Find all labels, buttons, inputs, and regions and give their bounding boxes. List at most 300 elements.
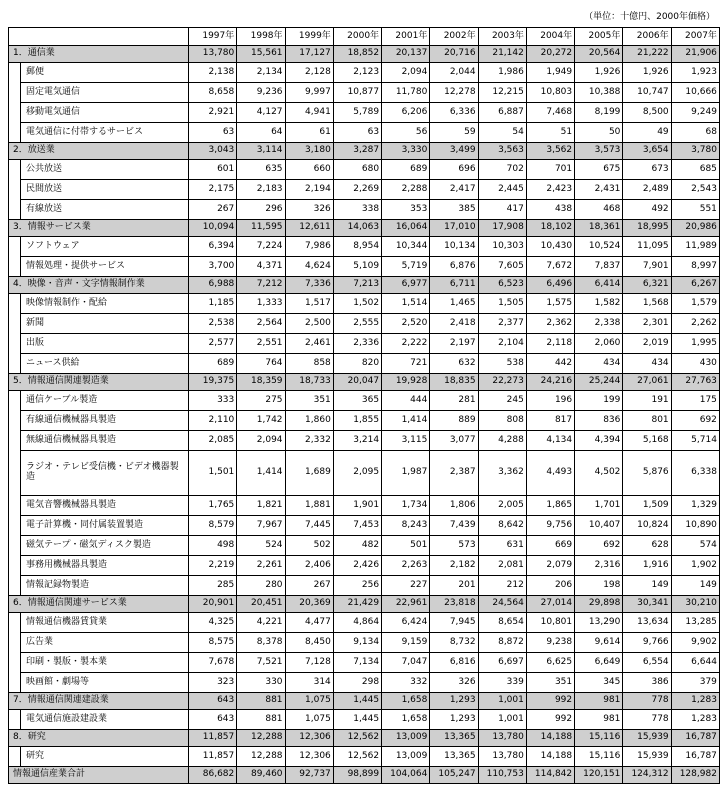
subcategory-value-cell: 7,224 (237, 237, 285, 257)
category-label: 4．映像・音声・文字情報制作業 (9, 277, 189, 294)
subcategory-value-cell: 7,901 (623, 257, 671, 277)
category-value-cell: 3,562 (526, 143, 574, 160)
subcategory-value-cell: 4,394 (575, 431, 623, 451)
category-value-cell: 12,288 (237, 730, 285, 747)
subcategory-value-cell: 701 (526, 160, 574, 180)
subcategory-value-cell: 1,901 (333, 496, 381, 516)
category-value-cell: 12,306 (285, 730, 333, 747)
subcategory-value-cell: 11,989 (671, 237, 719, 257)
subcategory-label: 有線通信機械器具製造 (21, 411, 189, 431)
category-value-cell: 15,939 (623, 730, 671, 747)
category-value-cell: 22,273 (478, 374, 526, 391)
category-label: 5．情報通信関連製造業 (9, 374, 189, 391)
subcategory-value-cell: 1,865 (526, 496, 574, 516)
indent-spacer-cell (9, 103, 21, 123)
subcategory-value-cell: 1,860 (285, 411, 333, 431)
category-value-cell: 21,429 (333, 596, 381, 613)
subcategory-value-cell: 351 (285, 391, 333, 411)
subcategory-value-cell: 573 (430, 536, 478, 556)
subcategory-value-cell: 1,329 (671, 496, 719, 516)
subcategory-value-cell: 702 (478, 160, 526, 180)
subcategory-value-cell: 2,445 (478, 180, 526, 200)
category-value-cell: 21,222 (623, 46, 671, 63)
subcategory-value-cell: 4,477 (285, 613, 333, 633)
category-row (9, 730, 720, 747)
header-corner-cell (9, 28, 189, 46)
subcategory-label: 有線放送 (21, 200, 189, 220)
subcategory-value-cell: 1,502 (333, 294, 381, 314)
unit-note: （単位：十億円、2000年価格） (584, 12, 715, 22)
subcategory-value-cell: 326 (285, 200, 333, 220)
subcategory-value-cell: 1,505 (478, 294, 526, 314)
subcategory-value-cell: 51 (526, 123, 574, 143)
subcategory-value-cell: 669 (526, 536, 574, 556)
category-value-cell: 7,212 (237, 277, 285, 294)
subcategory-value-cell: 4,941 (285, 103, 333, 123)
subcategory-value-cell: 212 (478, 576, 526, 596)
subcategory-value-cell: 1,926 (623, 63, 671, 83)
subcategory-value-cell: 7,128 (285, 653, 333, 673)
year-header-cell: 2000年 (333, 28, 381, 46)
category-value-cell: 7,336 (285, 277, 333, 294)
year-header-cell: 2005年 (575, 28, 623, 46)
category-value-cell: 11,857 (189, 730, 237, 747)
subcategory-label: 広告業 (21, 633, 189, 653)
subcategory-value-cell: 12,306 (285, 747, 333, 767)
category-value-cell: 3,330 (382, 143, 430, 160)
subcategory-row (9, 431, 720, 451)
indent-spacer-cell (9, 633, 21, 653)
subcategory-value-cell: 9,238 (526, 633, 574, 653)
subcategory-value-cell: 59 (430, 123, 478, 143)
category-value-cell: 14,188 (526, 730, 574, 747)
subcategory-row (9, 576, 720, 596)
data-table-container (8, 27, 719, 784)
subcategory-value-cell: 7,468 (526, 103, 574, 123)
indent-spacer-cell (9, 747, 21, 767)
subcategory-value-cell: 628 (623, 536, 671, 556)
category-value-cell: 27,014 (526, 596, 574, 613)
subcategory-value-cell: 6,424 (382, 613, 430, 633)
indent-spacer-cell (9, 710, 21, 730)
subcategory-value-cell: 2,262 (671, 314, 719, 334)
subcategory-value-cell: 2,110 (189, 411, 237, 431)
subcategory-value-cell: 3,077 (430, 431, 478, 451)
category-value-cell: 20,369 (285, 596, 333, 613)
indent-spacer-cell (9, 536, 21, 556)
subcategory-value-cell: 1,501 (189, 451, 237, 496)
category-value-cell: 27,763 (671, 374, 719, 391)
subcategory-value-cell: 2,520 (382, 314, 430, 334)
subcategory-value-cell: 281 (430, 391, 478, 411)
category-value-cell: 15,116 (575, 730, 623, 747)
subcategory-value-cell: 692 (671, 411, 719, 431)
subcategory-value-cell: 2,418 (430, 314, 478, 334)
subcategory-value-cell: 10,134 (430, 237, 478, 257)
subcategory-value-cell: 2,094 (237, 431, 285, 451)
indent-spacer-cell (9, 613, 21, 633)
subcategory-value-cell: 2,138 (189, 63, 237, 83)
subcategory-value-cell: 2,431 (575, 180, 623, 200)
subcategory-value-cell: 4,493 (526, 451, 574, 496)
subcategory-value-cell: 175 (671, 391, 719, 411)
subcategory-value-cell: 2,118 (526, 334, 574, 354)
subcategory-row (9, 411, 720, 431)
category-value-cell: 20,901 (189, 596, 237, 613)
subcategory-value-cell: 502 (285, 536, 333, 556)
subcategory-label: 映画館・劇場等 (21, 673, 189, 693)
subcategory-value-cell: 2,423 (526, 180, 574, 200)
subcategory-value-cell: 2,406 (285, 556, 333, 576)
subcategory-value-cell: 7,986 (285, 237, 333, 257)
subcategory-value-cell: 6,625 (526, 653, 574, 673)
subcategory-label: 電子計算機・同付属装置製造 (21, 516, 189, 536)
subcategory-value-cell: 2,194 (285, 180, 333, 200)
category-value-cell: 3,114 (237, 143, 285, 160)
subcategory-value-cell: 12,288 (237, 747, 285, 767)
subcategory-value-cell: 675 (575, 160, 623, 180)
total-row (9, 767, 720, 784)
indent-spacer-cell (9, 431, 21, 451)
subcategory-value-cell: 4,325 (189, 613, 237, 633)
subcategory-value-cell: 9,249 (671, 103, 719, 123)
subcategory-value-cell: 6,554 (623, 653, 671, 673)
subcategory-value-cell: 10,803 (526, 83, 574, 103)
subcategory-label: ニュース供給 (21, 354, 189, 374)
category-value-cell: 18,102 (526, 220, 574, 237)
subcategory-value-cell: 323 (189, 673, 237, 693)
subcategory-value-cell: 2,263 (382, 556, 430, 576)
subcategory-value-cell: 56 (382, 123, 430, 143)
subcategory-value-cell: 858 (285, 354, 333, 374)
subcategory-value-cell: 2,377 (478, 314, 526, 334)
subcategory-value-cell: 1,568 (623, 294, 671, 314)
year-header-cell: 2001年 (382, 28, 430, 46)
category-value-cell: 1,075 (285, 693, 333, 710)
category-value-cell: 3,287 (333, 143, 381, 160)
year-header-cell: 1998年 (237, 28, 285, 46)
subcategory-row (9, 63, 720, 83)
subcategory-value-cell: 631 (478, 536, 526, 556)
category-value-cell: 3,180 (285, 143, 333, 160)
subcategory-value-cell: 8,954 (333, 237, 381, 257)
category-value-cell: 20,137 (382, 46, 430, 63)
subcategory-value-cell: 7,134 (333, 653, 381, 673)
subcategory-value-cell: 4,134 (526, 431, 574, 451)
subcategory-value-cell: 889 (430, 411, 478, 431)
subcategory-value-cell: 10,877 (333, 83, 381, 103)
subcategory-value-cell: 2,332 (285, 431, 333, 451)
subcategory-value-cell: 1,881 (285, 496, 333, 516)
subcategory-value-cell: 2,261 (237, 556, 285, 576)
subcategory-value-cell: 501 (382, 536, 430, 556)
subcategory-value-cell: 15,116 (575, 747, 623, 767)
subcategory-value-cell: 434 (623, 354, 671, 374)
subcategory-row (9, 747, 720, 767)
subcategory-row (9, 391, 720, 411)
subcategory-value-cell: 201 (430, 576, 478, 596)
subcategory-value-cell: 332 (382, 673, 430, 693)
category-value-cell: 13,365 (430, 730, 478, 747)
subcategory-value-cell: 6,338 (671, 451, 719, 496)
category-value-cell: 17,908 (478, 220, 526, 237)
subcategory-value-cell: 2,094 (382, 63, 430, 83)
subcategory-value-cell: 2,577 (189, 334, 237, 354)
subcategory-value-cell: 2,301 (623, 314, 671, 334)
subcategory-value-cell: 3,115 (382, 431, 430, 451)
subcategory-value-cell: 385 (430, 200, 478, 220)
subcategory-value-cell: 721 (382, 354, 430, 374)
subcategory-value-cell: 7,678 (189, 653, 237, 673)
subcategory-value-cell: 3,214 (333, 431, 381, 451)
subcategory-value-cell: 11,780 (382, 83, 430, 103)
subcategory-value-cell: 8,732 (430, 633, 478, 653)
subcategory-value-cell: 1,987 (382, 451, 430, 496)
category-value-cell: 992 (526, 693, 574, 710)
subcategory-value-cell: 10,801 (526, 613, 574, 633)
subcategory-value-cell: 1,734 (382, 496, 430, 516)
subcategory-value-cell: 5,719 (382, 257, 430, 277)
subcategory-value-cell: 7,453 (333, 516, 381, 536)
category-value-cell: 1,445 (333, 693, 381, 710)
indent-spacer-cell (9, 451, 21, 496)
category-value-cell: 29,898 (575, 596, 623, 613)
subcategory-value-cell: 4,221 (237, 613, 285, 633)
subcategory-value-cell: 8,500 (623, 103, 671, 123)
subcategory-value-cell: 2,362 (526, 314, 574, 334)
category-value-cell: 20,986 (671, 220, 719, 237)
subcategory-value-cell: 10,890 (671, 516, 719, 536)
subcategory-value-cell: 4,864 (333, 613, 381, 633)
year-header-cell: 2002年 (430, 28, 478, 46)
subcategory-value-cell: 2,095 (333, 451, 381, 496)
indent-spacer-cell (9, 83, 21, 103)
subcategory-value-cell: 63 (333, 123, 381, 143)
subcategory-label: 電気通信に付帯するサービス (21, 123, 189, 143)
subcategory-value-cell: 13,290 (575, 613, 623, 633)
category-row (9, 277, 720, 294)
subcategory-label: 電気音響機械器具製造 (21, 496, 189, 516)
indent-spacer-cell (9, 294, 21, 314)
subcategory-value-cell: 2,288 (382, 180, 430, 200)
indent-spacer-cell (9, 237, 21, 257)
category-value-cell: 30,341 (623, 596, 671, 613)
subcategory-value-cell: 379 (671, 673, 719, 693)
indent-spacer-cell (9, 314, 21, 334)
total-value-cell: 104,064 (382, 767, 430, 784)
subcategory-value-cell: 673 (623, 160, 671, 180)
indent-spacer-cell (9, 63, 21, 83)
subcategory-value-cell: 4,127 (237, 103, 285, 123)
subcategory-row (9, 237, 720, 257)
subcategory-value-cell: 351 (526, 673, 574, 693)
subcategory-value-cell: 5,876 (623, 451, 671, 496)
subcategory-value-cell: 801 (623, 411, 671, 431)
subcategory-row (9, 83, 720, 103)
subcategory-value-cell: 2,044 (430, 63, 478, 83)
category-label: 2．放送業 (9, 143, 189, 160)
subcategory-value-cell: 635 (237, 160, 285, 180)
subcategory-value-cell: 10,747 (623, 83, 671, 103)
subcategory-label: 研究 (21, 747, 189, 767)
category-value-cell: 881 (237, 693, 285, 710)
indent-spacer-cell (9, 516, 21, 536)
subcategory-value-cell: 8,575 (189, 633, 237, 653)
subcategory-value-cell: 1,923 (671, 63, 719, 83)
subcategory-value-cell: 1,333 (237, 294, 285, 314)
subcategory-row (9, 160, 720, 180)
subcategory-value-cell: 1,806 (430, 496, 478, 516)
subcategory-value-cell: 538 (478, 354, 526, 374)
subcategory-value-cell: 206 (526, 576, 574, 596)
category-value-cell: 12,611 (285, 220, 333, 237)
total-value-cell: 92,737 (285, 767, 333, 784)
subcategory-value-cell: 8,199 (575, 103, 623, 123)
category-value-cell: 24,216 (526, 374, 574, 391)
subcategory-value-cell: 10,303 (478, 237, 526, 257)
subcategory-value-cell: 632 (430, 354, 478, 374)
total-value-cell: 120,151 (575, 767, 623, 784)
subcategory-value-cell: 6,336 (430, 103, 478, 123)
total-label: 情報通信産業合計 (9, 767, 189, 784)
subcategory-value-cell: 1,509 (623, 496, 671, 516)
subcategory-value-cell: 1,465 (430, 294, 478, 314)
subcategory-value-cell: 2,555 (333, 314, 381, 334)
subcategory-row (9, 123, 720, 143)
category-value-cell: 18,995 (623, 220, 671, 237)
subcategory-value-cell: 680 (333, 160, 381, 180)
indent-spacer-cell (9, 180, 21, 200)
category-value-cell: 6,988 (189, 277, 237, 294)
category-value-cell: 23,818 (430, 596, 478, 613)
subcategory-value-cell: 1,075 (285, 710, 333, 730)
subcategory-value-cell: 524 (237, 536, 285, 556)
indent-spacer-cell (9, 354, 21, 374)
subcategory-value-cell: 2,197 (430, 334, 478, 354)
subcategory-value-cell: 808 (478, 411, 526, 431)
subcategory-value-cell: 1,742 (237, 411, 285, 431)
subcategory-value-cell: 10,524 (575, 237, 623, 257)
subcategory-value-cell: 2,564 (237, 314, 285, 334)
subcategory-value-cell: 333 (189, 391, 237, 411)
category-label: 7．情報通信関連建設業 (9, 693, 189, 710)
subcategory-value-cell: 345 (575, 673, 623, 693)
subcategory-value-cell: 314 (285, 673, 333, 693)
indent-spacer-cell (9, 496, 21, 516)
subcategory-value-cell: 7,967 (237, 516, 285, 536)
category-value-cell: 3,573 (575, 143, 623, 160)
subcategory-value-cell: 4,371 (237, 257, 285, 277)
subcategory-value-cell: 267 (189, 200, 237, 220)
subcategory-value-cell: 992 (526, 710, 574, 730)
category-label: 3．情報サービス業 (9, 220, 189, 237)
subcategory-value-cell: 1,916 (623, 556, 671, 576)
category-value-cell: 6,321 (623, 277, 671, 294)
category-row (9, 143, 720, 160)
subcategory-value-cell: 6,649 (575, 653, 623, 673)
subcategory-value-cell: 6,644 (671, 653, 719, 673)
subcategory-value-cell: 9,134 (333, 633, 381, 653)
subcategory-value-cell: 2,081 (478, 556, 526, 576)
category-value-cell: 3,499 (430, 143, 478, 160)
subcategory-value-cell: 4,624 (285, 257, 333, 277)
subcategory-value-cell: 2,417 (430, 180, 478, 200)
subcategory-value-cell: 10,407 (575, 516, 623, 536)
category-value-cell: 30,210 (671, 596, 719, 613)
subcategory-value-cell: 1,582 (575, 294, 623, 314)
subcategory-value-cell: 2,005 (478, 496, 526, 516)
category-value-cell: 21,906 (671, 46, 719, 63)
subcategory-value-cell: 1,855 (333, 411, 381, 431)
subcategory-value-cell: 5,109 (333, 257, 381, 277)
subcategory-value-cell: 498 (189, 536, 237, 556)
category-value-cell: 10,094 (189, 220, 237, 237)
subcategory-value-cell: 2,338 (575, 314, 623, 334)
subcategory-value-cell: 601 (189, 160, 237, 180)
subcategory-value-cell: 10,824 (623, 516, 671, 536)
subcategory-value-cell: 8,654 (478, 613, 526, 633)
subcategory-label: 移動電気通信 (21, 103, 189, 123)
subcategory-value-cell: 6,876 (430, 257, 478, 277)
subcategory-value-cell: 2,019 (623, 334, 671, 354)
subcategory-label: 固定電気通信 (21, 83, 189, 103)
subcategory-value-cell: 2,426 (333, 556, 381, 576)
category-row (9, 693, 720, 710)
subcategory-value-cell: 836 (575, 411, 623, 431)
category-label: 8．研究 (9, 730, 189, 747)
category-value-cell: 20,451 (237, 596, 285, 613)
subcategory-value-cell: 12,562 (333, 747, 381, 767)
subcategory-row (9, 516, 720, 536)
category-value-cell: 15,561 (237, 46, 285, 63)
subcategory-value-cell: 1,902 (671, 556, 719, 576)
subcategory-value-cell: 468 (575, 200, 623, 220)
subcategory-value-cell: 9,902 (671, 633, 719, 653)
subcategory-value-cell: 4,288 (478, 431, 526, 451)
subcategory-value-cell: 50 (575, 123, 623, 143)
subcategory-value-cell: 298 (333, 673, 381, 693)
subcategory-value-cell: 5,168 (623, 431, 671, 451)
subcategory-value-cell: 339 (478, 673, 526, 693)
subcategory-row (9, 710, 720, 730)
subcategory-value-cell: 1,579 (671, 294, 719, 314)
subcategory-value-cell: 49 (623, 123, 671, 143)
subcategory-value-cell: 1,995 (671, 334, 719, 354)
year-header-cell: 2006年 (623, 28, 671, 46)
subcategory-value-cell: 64 (237, 123, 285, 143)
subcategory-value-cell: 2,175 (189, 180, 237, 200)
category-label: 6．情報通信関連サービス業 (9, 596, 189, 613)
subcategory-row (9, 653, 720, 673)
subcategory-row (9, 633, 720, 653)
subcategory-value-cell: 330 (237, 673, 285, 693)
subcategory-value-cell: 275 (237, 391, 285, 411)
subcategory-value-cell: 7,672 (526, 257, 574, 277)
subcategory-value-cell: 9,236 (237, 83, 285, 103)
subcategory-row (9, 314, 720, 334)
subcategory-value-cell: 1,414 (382, 411, 430, 431)
subcategory-value-cell: 9,756 (526, 516, 574, 536)
category-row (9, 46, 720, 63)
subcategory-value-cell: 1,926 (575, 63, 623, 83)
table-body (9, 46, 720, 784)
subcategory-value-cell: 7,605 (478, 257, 526, 277)
subcategory-value-cell: 438 (526, 200, 574, 220)
subcategory-value-cell: 8,450 (285, 633, 333, 653)
subcategory-value-cell: 2,128 (285, 63, 333, 83)
indent-spacer-cell (9, 576, 21, 596)
subcategory-row (9, 334, 720, 354)
